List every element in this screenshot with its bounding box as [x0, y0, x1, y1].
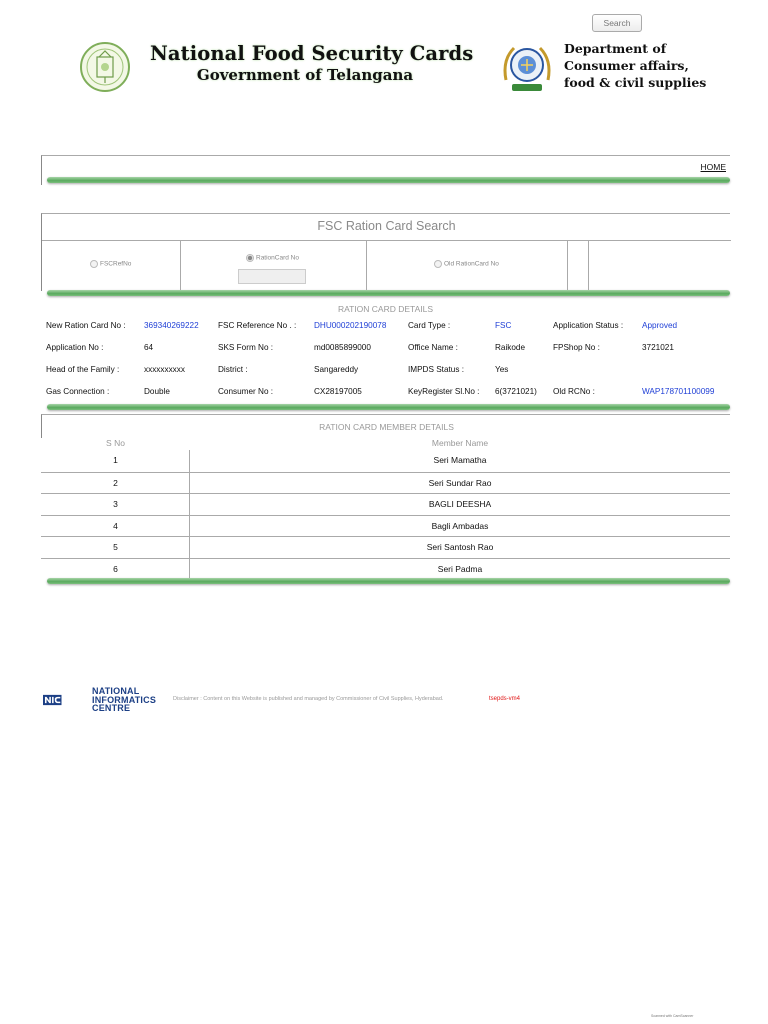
members-divider	[47, 578, 730, 584]
search-input[interactable]	[238, 269, 306, 284]
server-version: tsepds-vm4	[489, 696, 521, 702]
department-name	[564, 40, 754, 91]
detail-value: 64	[144, 343, 154, 352]
search-options-row	[42, 240, 731, 291]
details-title: RATION CARD DETAILS	[337, 304, 434, 314]
member-name-cell: Bagli Ambadas	[431, 520, 489, 531]
fscrefno-radio[interactable]	[90, 260, 98, 268]
col-header-member-name: Member Name	[431, 438, 489, 448]
option-rationcard-no[interactable]	[181, 241, 367, 292]
department-line-3: food & civil supplies	[564, 75, 707, 90]
col-header-sno: S No	[106, 438, 125, 448]
detail-value: WAP178701100099	[642, 387, 715, 396]
detail-value: DHU000202190078	[314, 321, 387, 330]
detail-value: 6(3721021)	[495, 387, 537, 396]
sno-cell: 6	[113, 563, 118, 574]
table-row	[41, 536, 730, 558]
scanned-note: Scanned with CamScanner	[651, 1014, 694, 1018]
page-title: National Food Security Cards	[150, 42, 474, 65]
search-spacer-cell	[568, 241, 589, 292]
detail-value: 369340269222	[144, 321, 199, 330]
table-row	[41, 493, 730, 515]
department-line-2: Consumer affairs,	[564, 58, 689, 73]
table-row	[41, 450, 730, 472]
details-divider	[47, 404, 730, 410]
detail-value: Sangareddy	[314, 365, 359, 374]
detail-label: New Ration Card No :	[46, 321, 126, 330]
table-row	[41, 558, 730, 580]
disclaimer-text: Disclaimer : Content on this Website is published and managed by Commissioner of Civil Supplies, Hyderabad.	[173, 696, 444, 702]
department-emblem-icon	[500, 40, 554, 95]
detail-label: Old RCNo :	[553, 387, 595, 396]
rationcard-no-radio[interactable]	[246, 254, 254, 262]
fscrefno-label: FSCRefNo	[100, 260, 132, 268]
nic-line-1: NATIONAL	[92, 686, 140, 696]
detail-value: Raikode	[495, 343, 526, 352]
member-name-cell: Seri Sundar Rao	[428, 477, 492, 488]
page-subtitle: Government of Telangana	[196, 66, 414, 84]
members-title: RATION CARD MEMBER DETAILS	[319, 422, 454, 432]
search-title: FSC Ration Card Search	[317, 219, 456, 233]
detail-label: IMPDS Status :	[408, 365, 464, 374]
table-row	[41, 515, 730, 537]
option-old-rationcard-no[interactable]	[367, 241, 568, 292]
detail-label: Gas Connection :	[46, 387, 110, 396]
sno-cell: 4	[113, 520, 118, 531]
sno-cell: 5	[113, 542, 118, 552]
table-row	[41, 472, 730, 494]
search-button[interactable]: Search	[592, 14, 642, 32]
detail-value: 3721021	[642, 343, 674, 352]
detail-label: Office Name :	[408, 343, 458, 352]
detail-value: CX28197005	[314, 387, 362, 396]
rationcard-no-label: RationCard No	[256, 254, 299, 262]
nav-divider	[47, 177, 730, 183]
detail-label: District :	[218, 365, 248, 374]
option-fscrefno[interactable]	[42, 241, 181, 292]
detail-value: xxxxxxxxxx	[144, 365, 185, 374]
member-name-cell: Seri Padma	[437, 563, 483, 574]
detail-value: Yes	[495, 365, 509, 374]
detail-label: FPShop No :	[553, 343, 600, 352]
department-line-1: Department of	[564, 41, 667, 56]
nic-line-2: INFORMATICS	[92, 694, 157, 705]
sno-cell: 1	[113, 455, 118, 465]
detail-value: md0085899000	[314, 343, 371, 352]
old-rationcard-no-radio[interactable]	[434, 260, 442, 268]
detail-label: Card Type :	[408, 321, 451, 330]
detail-label: Application No :	[46, 343, 104, 352]
nic-line-3: CENTRE	[92, 703, 131, 713]
detail-label: Consumer No :	[218, 387, 274, 396]
sno-cell: 2	[113, 477, 118, 488]
detail-value: Approved	[642, 321, 678, 330]
table-column-divider	[189, 450, 190, 579]
header-title-block	[150, 42, 474, 84]
nic-logo-icon	[43, 686, 91, 714]
detail-label: FSC Reference No . :	[218, 321, 297, 330]
old-rationcard-no-label: Old RationCard No	[444, 260, 499, 268]
detail-label: Application Status :	[553, 321, 624, 330]
home-link[interactable]: HOME	[700, 162, 726, 172]
search-divider	[47, 290, 730, 296]
detail-label: Head of the Family :	[46, 365, 120, 374]
member-panel	[41, 414, 730, 438]
detail-value: Double	[144, 387, 170, 396]
sno-cell: 3	[113, 499, 118, 509]
member-name-cell: Seri Santosh Rao	[426, 542, 494, 552]
detail-label: KeyRegister Sl.No :	[408, 387, 480, 396]
search-panel	[41, 213, 730, 291]
member-name-cell: Seri Mamatha	[433, 455, 487, 465]
telangana-emblem-icon	[80, 41, 130, 93]
member-name-cell: BAGLI DEESHA	[428, 499, 492, 509]
detail-label: SKS Form No :	[218, 343, 274, 352]
nic-name	[92, 687, 156, 713]
detail-value: FSC	[495, 321, 512, 330]
